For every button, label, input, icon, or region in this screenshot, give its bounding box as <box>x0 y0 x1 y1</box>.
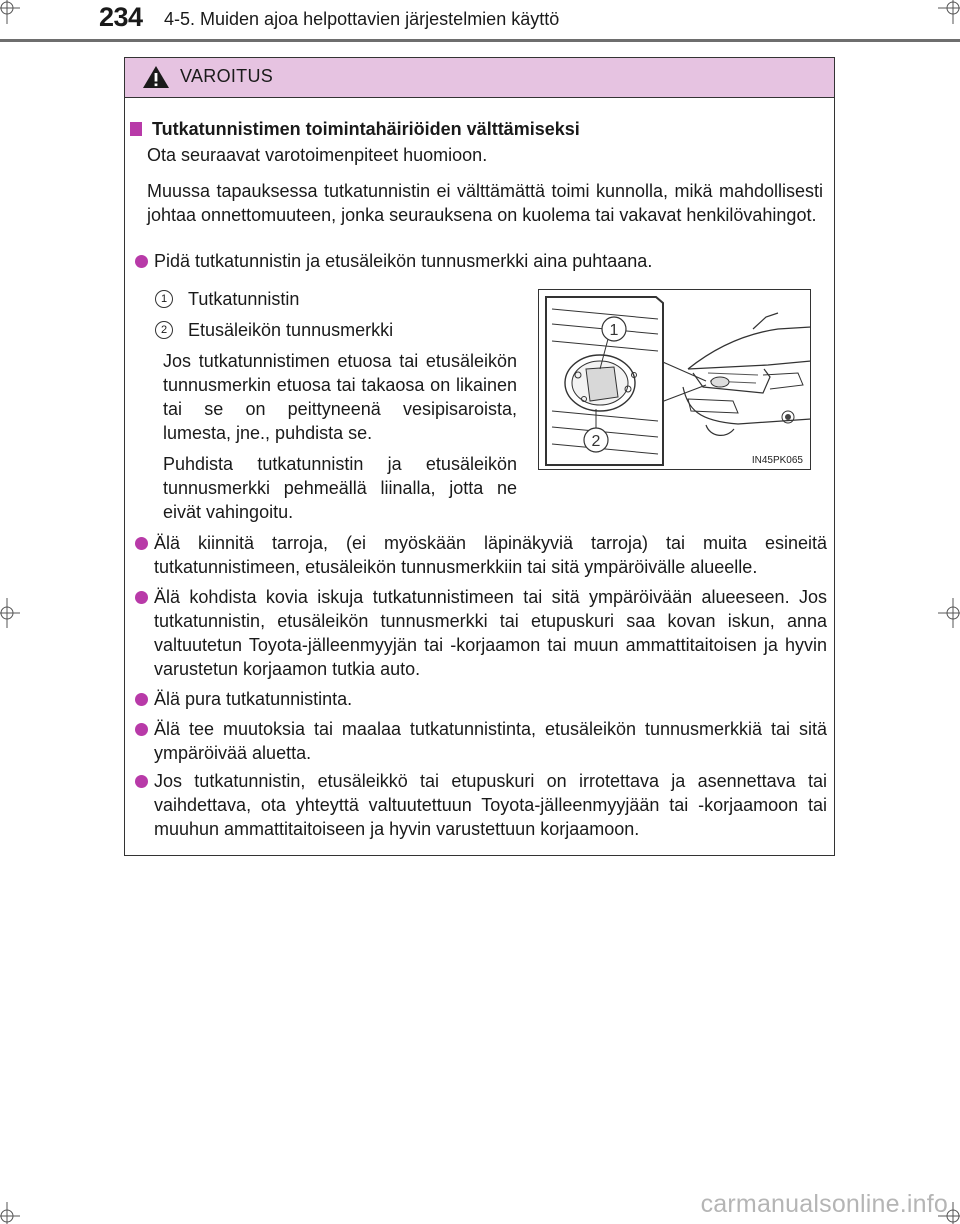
round-bullet-icon <box>135 591 148 604</box>
bullet-removal-service <box>129 769 827 841</box>
callout-label: Etusäleikön tunnusmerkki <box>188 320 394 340</box>
warning-header <box>125 58 834 98</box>
consequence-text: Muussa tapauksessa tutkatunnistin ei välttämättä toimi kunnolla, mikä mahdollisesti johtaa onnettomuuteen, jonka seurauksena on kuolema tai vakavat henkilövahingot. <box>147 181 823 225</box>
crop-mark-bottom-left <box>0 1202 20 1224</box>
bullet-keep-clean <box>129 249 827 273</box>
bullet-no-impacts <box>129 585 827 681</box>
radar-sensor-illustration <box>538 289 811 470</box>
crop-mark-mid-right <box>938 598 960 628</box>
bullet-no-stickers <box>129 531 827 579</box>
bullet-text: Jos tutkatunnistin, etusäleikkö tai etupuskuri on irrotettava ja asennettava tai vaihdettava, ota yhteyttä valtuutettuun Toyota-jälleenmyyjään tai -korjaamoon tai muuhun ammattitaitoiseen ja hyvin varustettuun korjaamoon. <box>154 771 827 839</box>
bullet-text: Älä kiinnitä tarroja, (ei myöskään läpinäkyviä tarroja) tai muita esineitä tutkatunnistimeen, etusäleikön tunnusmerkkiin tai sitä ympäröivälle alueelle. <box>154 533 827 577</box>
crop-mark-mid-left <box>0 598 20 628</box>
round-bullet-icon <box>135 537 148 550</box>
figure-code: IN45PK065 <box>751 455 803 466</box>
figure-callout-2: 2 <box>591 433 601 450</box>
callout-number: 2 <box>155 321 173 339</box>
section-title: 4-5. Muiden ajoa helpottavien järjestelmien käyttö <box>164 9 560 29</box>
round-bullet-icon <box>135 693 148 706</box>
radar-sensor-figure <box>538 289 811 470</box>
round-bullet-icon <box>135 723 148 736</box>
round-bullet-icon <box>135 255 148 268</box>
crop-mark-top-left <box>0 0 20 24</box>
callout-1 <box>155 287 299 311</box>
bullet-text: Älä pura tutkatunnistinta. <box>154 689 353 709</box>
round-bullet-icon <box>135 775 148 788</box>
dirty-sensor-text: Jos tutkatunnistimen etuosa tai etusäleikön tunnusmerkin etuosa tai takaosa on likainen tai se on peittyneenä vesipisaroista, lumesta, jne., puhdista se. <box>163 351 517 443</box>
bullet-no-disassembly <box>129 687 827 711</box>
watermark[interactable]: carmanualsonline.info <box>700 1190 948 1218</box>
intro-text: Ota seuraavat varotoimenpiteet huomioon. <box>147 145 488 165</box>
bullet-text: Älä kohdista kovia iskuja tutkatunnistimeen tai sitä ympäröivään alueeseen. Jos tutkatunnistin, etusäleikön tunnusmerkki tai etupuskuri saa kovan iskun, anna valtuutetun Toyota-jälleenmyyjän tai -korjaamon tai muun ammattitaitoisen ja hyvin varustetun korjaamon tutkia auto. <box>154 587 827 679</box>
square-bullet-icon <box>130 122 142 136</box>
bullet-no-modification <box>129 717 827 765</box>
bullet-text: Pidä tutkatunnistin ja etusäleikön tunnusmerkki aina puhtaana. <box>154 251 653 271</box>
bullet-text: Älä tee muutoksia tai maalaa tutkatunnistinta, etusäleikön tunnusmerkkiä tai sitä ympäröivää aluetta. <box>154 719 827 763</box>
warning-triangle-icon <box>142 65 170 89</box>
callout-2 <box>155 318 393 342</box>
warning-label: VAROITUS <box>180 66 274 86</box>
crop-mark-top-right <box>938 0 960 24</box>
header-rule <box>0 39 960 42</box>
callout-label: Tutkatunnistin <box>188 289 300 309</box>
cleaning-method-text: Puhdista tutkatunnistin ja etusäleikön tunnusmerkki pehmeällä liinalla, jotta ne eivät vahingoitu. <box>163 454 517 522</box>
figure-callout-1: 1 <box>609 322 619 339</box>
page-number: 234 <box>99 2 143 32</box>
warning-heading-text: Tutkatunnistimen toimintahäiriöiden välttämiseksi <box>152 119 580 139</box>
callout-number: 1 <box>155 290 173 308</box>
warning-heading <box>130 117 580 141</box>
